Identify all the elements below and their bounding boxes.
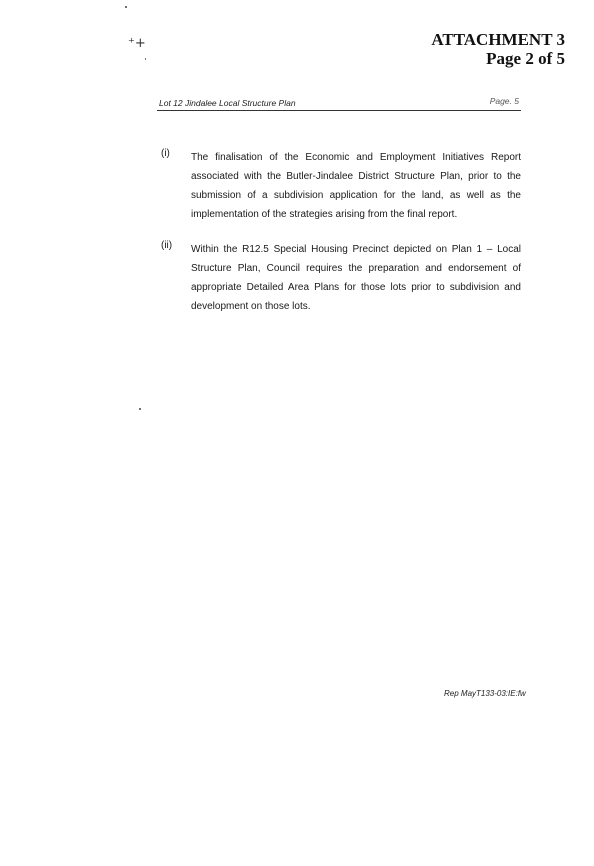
attachment-label (431, 30, 565, 68)
running-header (157, 98, 521, 111)
item-number: (ii) (161, 240, 173, 251)
attachment-page: Page 2 of 5 (486, 49, 565, 68)
report-reference: Rep MayT133-03:IE:fw (444, 689, 526, 698)
item-number: (i) (161, 148, 170, 159)
attachment-number: ATTACHMENT 3 (431, 30, 565, 49)
header-page: Page. 5 (489, 96, 519, 106)
item-text: The finalisation of the Economic and Employment Initiatives Report associated with the Butler-Jindalee District Structure Plan, prior to the submission of a subdivision application for the land, as well as the implementation of the strategies arising from the final report. (191, 152, 521, 220)
scan-speck (125, 6, 127, 8)
scan-mark: ⁺+ (128, 36, 146, 51)
item-text: Within the R12.5 Special Housing Precinct depicted on Plan 1 – Local Structure Plan, Council requires the preparation and endorsement of appropriate Detailed Area Plans for those lots prior to subdivision and development on those lots. (191, 244, 521, 312)
scan-speck (145, 58, 146, 60)
scan-speck (139, 408, 141, 410)
header-title: Lot 12 Jindalee Local Structure Plan (159, 98, 296, 108)
